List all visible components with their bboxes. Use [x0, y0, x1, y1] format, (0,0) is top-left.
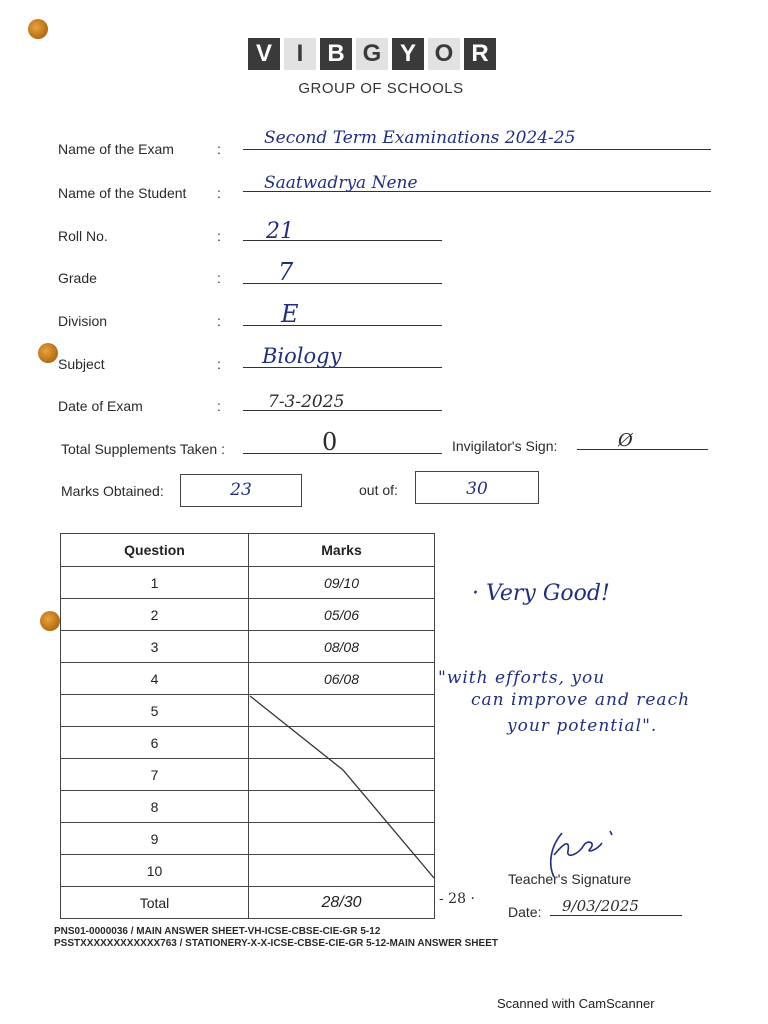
marks-obtained-label: Marks Obtained: — [61, 483, 164, 499]
invigilator-signature: Ø — [618, 430, 633, 451]
subject-value: Biology — [262, 344, 342, 368]
date-label: Date of Exam — [58, 398, 143, 414]
supplements-label: Total Supplements Taken : — [61, 441, 225, 457]
colon: : — [217, 356, 221, 372]
question-number: 10 — [61, 855, 249, 887]
question-number: 6 — [61, 727, 249, 759]
invigilator-underline — [577, 449, 708, 450]
table-row — [61, 631, 435, 663]
question-marks: 08/08 — [249, 631, 435, 663]
colon: : — [217, 141, 221, 157]
teacher-signature-label: Teacher's Signature — [508, 871, 632, 887]
grade-value: 7 — [278, 258, 294, 286]
comment-line: your potential". — [507, 716, 658, 736]
comment-line: "with efforts, you — [438, 668, 606, 688]
table-row — [61, 663, 435, 695]
roll-value: 21 — [266, 219, 294, 244]
question-number: 1 — [61, 567, 249, 599]
marks-obtained-value: 23 — [230, 480, 252, 500]
comment-line: can improve and reach — [471, 690, 691, 710]
division-value: E — [281, 300, 299, 328]
teacher-date-label: Date: — [508, 904, 542, 920]
roll-label: Roll No. — [58, 228, 108, 244]
question-number: 2 — [61, 599, 249, 631]
subject-label: Subject — [58, 356, 105, 372]
colon: : — [217, 185, 221, 201]
logo-letter: I — [284, 38, 316, 70]
question-number: 8 — [61, 791, 249, 823]
logo-letter: O — [428, 38, 460, 70]
grade-underline — [243, 283, 442, 284]
logo-letter: V — [248, 38, 280, 70]
question-number: 5 — [61, 695, 249, 727]
footer-line: PNS01-0000036 / MAIN ANSWER SHEET-VH-ICSE-CBSE-CIE-GR 5-12 — [54, 926, 381, 937]
table-row — [61, 599, 435, 631]
total-side-note: - 28 · — [439, 891, 475, 907]
grade-label: Grade — [58, 270, 97, 286]
question-number: 9 — [61, 823, 249, 855]
colon: : — [217, 270, 221, 286]
table-row — [61, 567, 435, 599]
punch-hole — [40, 611, 60, 631]
question-marks: 09/10 — [249, 567, 435, 599]
exam-label: Name of the Exam — [58, 141, 174, 157]
student-label: Name of the Student — [58, 185, 187, 201]
question-number: 3 — [61, 631, 249, 663]
division-label: Division — [58, 313, 108, 329]
table-header-row — [61, 534, 435, 567]
question-marks: 06/08 — [249, 663, 435, 695]
exam-value: Second Term Examinations 2024-25 — [264, 128, 576, 148]
total-label: Total — [61, 887, 249, 919]
out-of-value: 30 — [466, 479, 488, 499]
question-number: 4 — [61, 663, 249, 695]
marks-header: Marks — [249, 534, 435, 567]
footer-line: PSSTXXXXXXXXXXXX763 / STATIONERY-X-X-ICSE-CBSE-CIE-GR 5-12-MAIN ANSWER SHEET — [54, 938, 498, 949]
total-value: 28/30 — [249, 887, 435, 919]
total-row — [61, 887, 435, 919]
punch-hole — [38, 343, 58, 363]
strike-line — [248, 692, 438, 882]
colon: : — [217, 398, 221, 414]
logo-letter: R — [464, 38, 496, 70]
colon: : — [217, 313, 221, 329]
question-marks: 05/06 — [249, 599, 435, 631]
student-value: Saatwadrya Nene — [264, 173, 418, 193]
question-header: Question — [61, 534, 249, 567]
logo-letter: Y — [392, 38, 424, 70]
division-underline — [243, 325, 442, 326]
exam-underline — [243, 149, 711, 150]
out-of-label: out of: — [359, 482, 398, 498]
punch-hole — [28, 19, 48, 39]
teacher-date-underline — [550, 915, 682, 916]
colon: : — [217, 228, 221, 244]
question-number: 7 — [61, 759, 249, 791]
invigilator-label: Invigilator's Sign: — [452, 438, 558, 454]
vibgyor-logo — [248, 38, 496, 70]
camscanner-watermark: Scanned with CamScanner — [497, 996, 655, 1011]
comment-line: · Very Good! — [472, 581, 610, 606]
logo-subtitle: GROUP OF SCHOOLS — [298, 80, 464, 97]
logo-letter: B — [320, 38, 352, 70]
logo-letter: G — [356, 38, 388, 70]
date-value: 7-3-2025 — [268, 392, 345, 412]
teacher-date-value: 9/03/2025 — [562, 897, 639, 915]
supplements-value: 0 — [322, 428, 338, 456]
supplements-underline — [243, 453, 442, 454]
